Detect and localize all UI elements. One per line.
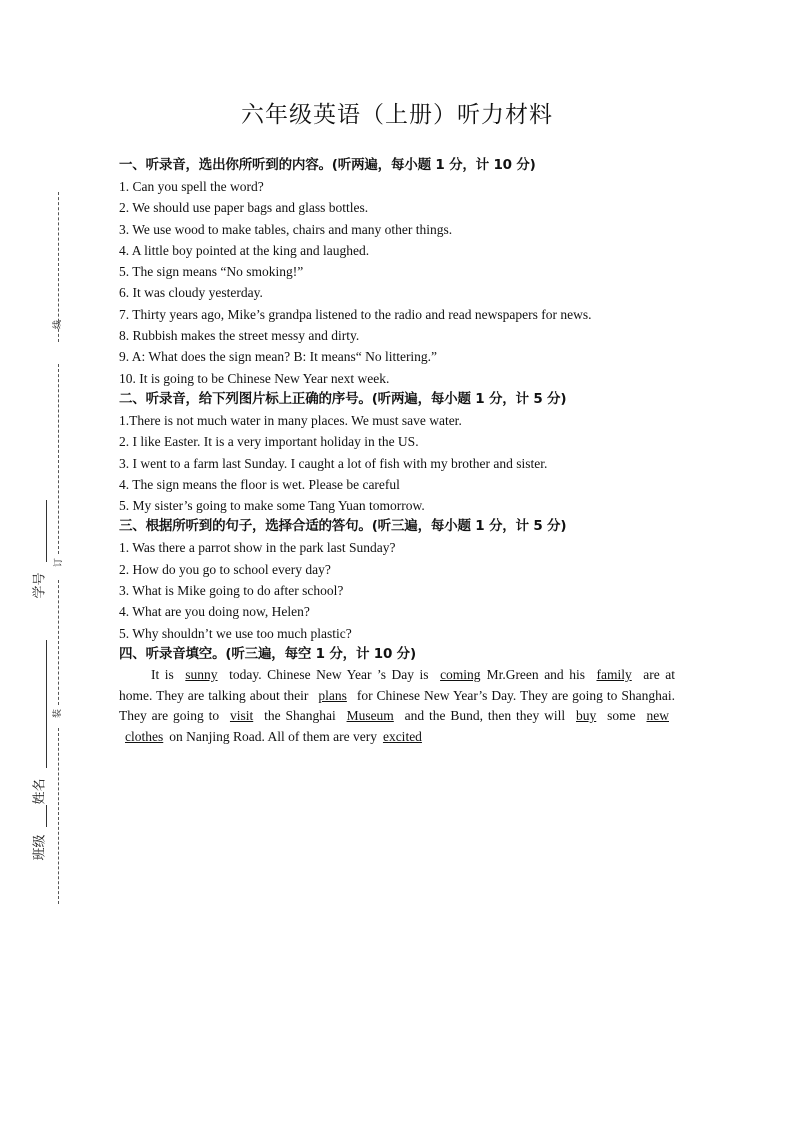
binding-mark-line: 线 <box>53 319 64 330</box>
binding-mark-zhuang: 装 <box>53 708 64 719</box>
answer-blank[interactable]: Museum <box>346 708 394 724</box>
list-item: 2. We should use paper bags and glass bottles. <box>119 200 369 216</box>
section-3-list <box>119 537 675 643</box>
binding-dashed-line-mid <box>58 364 59 554</box>
list-item: 5. Why shouldn’t we use too much plastic? <box>119 625 352 641</box>
passage-text: are at home. They are talking about their <box>119 666 675 703</box>
answer-blank[interactable]: visit <box>229 708 254 724</box>
list-item: 7. Thirty years ago, Mike’s grandpa listened to the radio and read newspapers for news. <box>119 306 592 322</box>
answer-blank[interactable]: buy <box>576 708 597 724</box>
exam-content <box>119 155 675 747</box>
student-number-label: 学号 <box>32 572 48 599</box>
cloze-passage <box>119 665 675 747</box>
answer-blank[interactable]: excited <box>382 728 422 744</box>
passage-text: It is <box>151 666 180 682</box>
class-blank[interactable] <box>46 805 47 827</box>
list-item: 6. It was cloudy yesterday. <box>119 285 263 301</box>
section-2-list <box>119 410 675 516</box>
page-title: 六年级英语（上册）听力材料 <box>241 102 553 128</box>
list-item: 1. Can you spell the word? <box>119 179 264 194</box>
section-2-heading: 二、听录音，给下列图片标上正确的序号。(听两遍，每小题 1 分，计 5 分) <box>119 390 567 407</box>
binding-mark-ding: 订 <box>54 557 65 568</box>
list-item: 5. My sister’s going to make some Tang Yuan tomorrow. <box>119 498 425 514</box>
list-item: 2. How do you go to school every day? <box>119 561 331 577</box>
answer-blank[interactable]: plans <box>318 687 347 703</box>
answer-blank[interactable]: new <box>646 708 669 724</box>
list-item: 1.There is not much water in many places. We must save water. <box>119 412 462 428</box>
section-3-heading: 三、根据所听到的句子，选择合适的答句。(听三遍，每小题 1 分，计 5 分) <box>119 518 567 535</box>
binding-dashed-line-bottom <box>58 728 59 904</box>
list-item: 4. The sign means the floor is wet. Please be careful <box>119 476 400 492</box>
list-item: 2. I like Easter. It is a very important holiday in the US. <box>119 434 419 450</box>
list-item: 3. I went to a farm last Sunday. I caught a lot of fish with my brother and sister. <box>119 455 548 471</box>
section-1-list <box>119 176 675 389</box>
passage-text: and the Bund, then they will <box>399 708 570 724</box>
answer-blank[interactable]: coming <box>440 666 481 682</box>
list-item: 4. What are you doing now, Helen? <box>119 604 310 620</box>
class-label: 班级 <box>32 834 48 861</box>
passage-text: for Chinese New Year’s Day. They are going to Shanghai. They are going to <box>119 687 675 724</box>
list-item: 9. A: What does the sign mean? B: It means“ No littering.” <box>119 349 438 365</box>
passage-text: the Shanghai <box>259 708 341 724</box>
answer-blank[interactable]: sunny <box>185 666 218 682</box>
passage-text: on Nanjing Road. All of them are very <box>169 728 377 744</box>
binding-dashed-line-lower <box>58 580 59 705</box>
student-number-blank[interactable] <box>46 500 47 562</box>
passage-text: Mr.Green and his <box>486 666 591 682</box>
list-item: 3. We use wood to make tables, chairs and many other things. <box>119 221 453 237</box>
list-item: 4. A little boy pointed at the king and laughed. <box>119 242 370 258</box>
answer-blank[interactable]: clothes <box>125 728 164 744</box>
list-item: 1. Was there a parrot show in the park last Sunday? <box>119 540 396 556</box>
list-item: 8. Rubbish makes the street messy and dirty. <box>119 328 360 344</box>
section-1-heading: 一、听录音，选出你所听到的内容。(听两遍，每小题 1 分，计 10 分) <box>119 157 536 173</box>
student-name-blank[interactable] <box>46 640 47 768</box>
list-item: 5. The sign means “No smoking!” <box>119 264 304 280</box>
passage-text: today. Chinese New Year ’s Day is <box>223 666 435 682</box>
student-name-label: 姓名 <box>32 778 48 805</box>
answer-blank[interactable]: family <box>596 666 632 682</box>
section-4-heading: 四、听录音填空。(听三遍，每空 1 分，计 10 分) <box>119 645 416 662</box>
passage-text: some <box>602 708 641 724</box>
list-item: 3. What is Mike going to do after school? <box>119 583 344 599</box>
list-item: 10. It is going to be Chinese New Year next week. <box>119 370 390 386</box>
